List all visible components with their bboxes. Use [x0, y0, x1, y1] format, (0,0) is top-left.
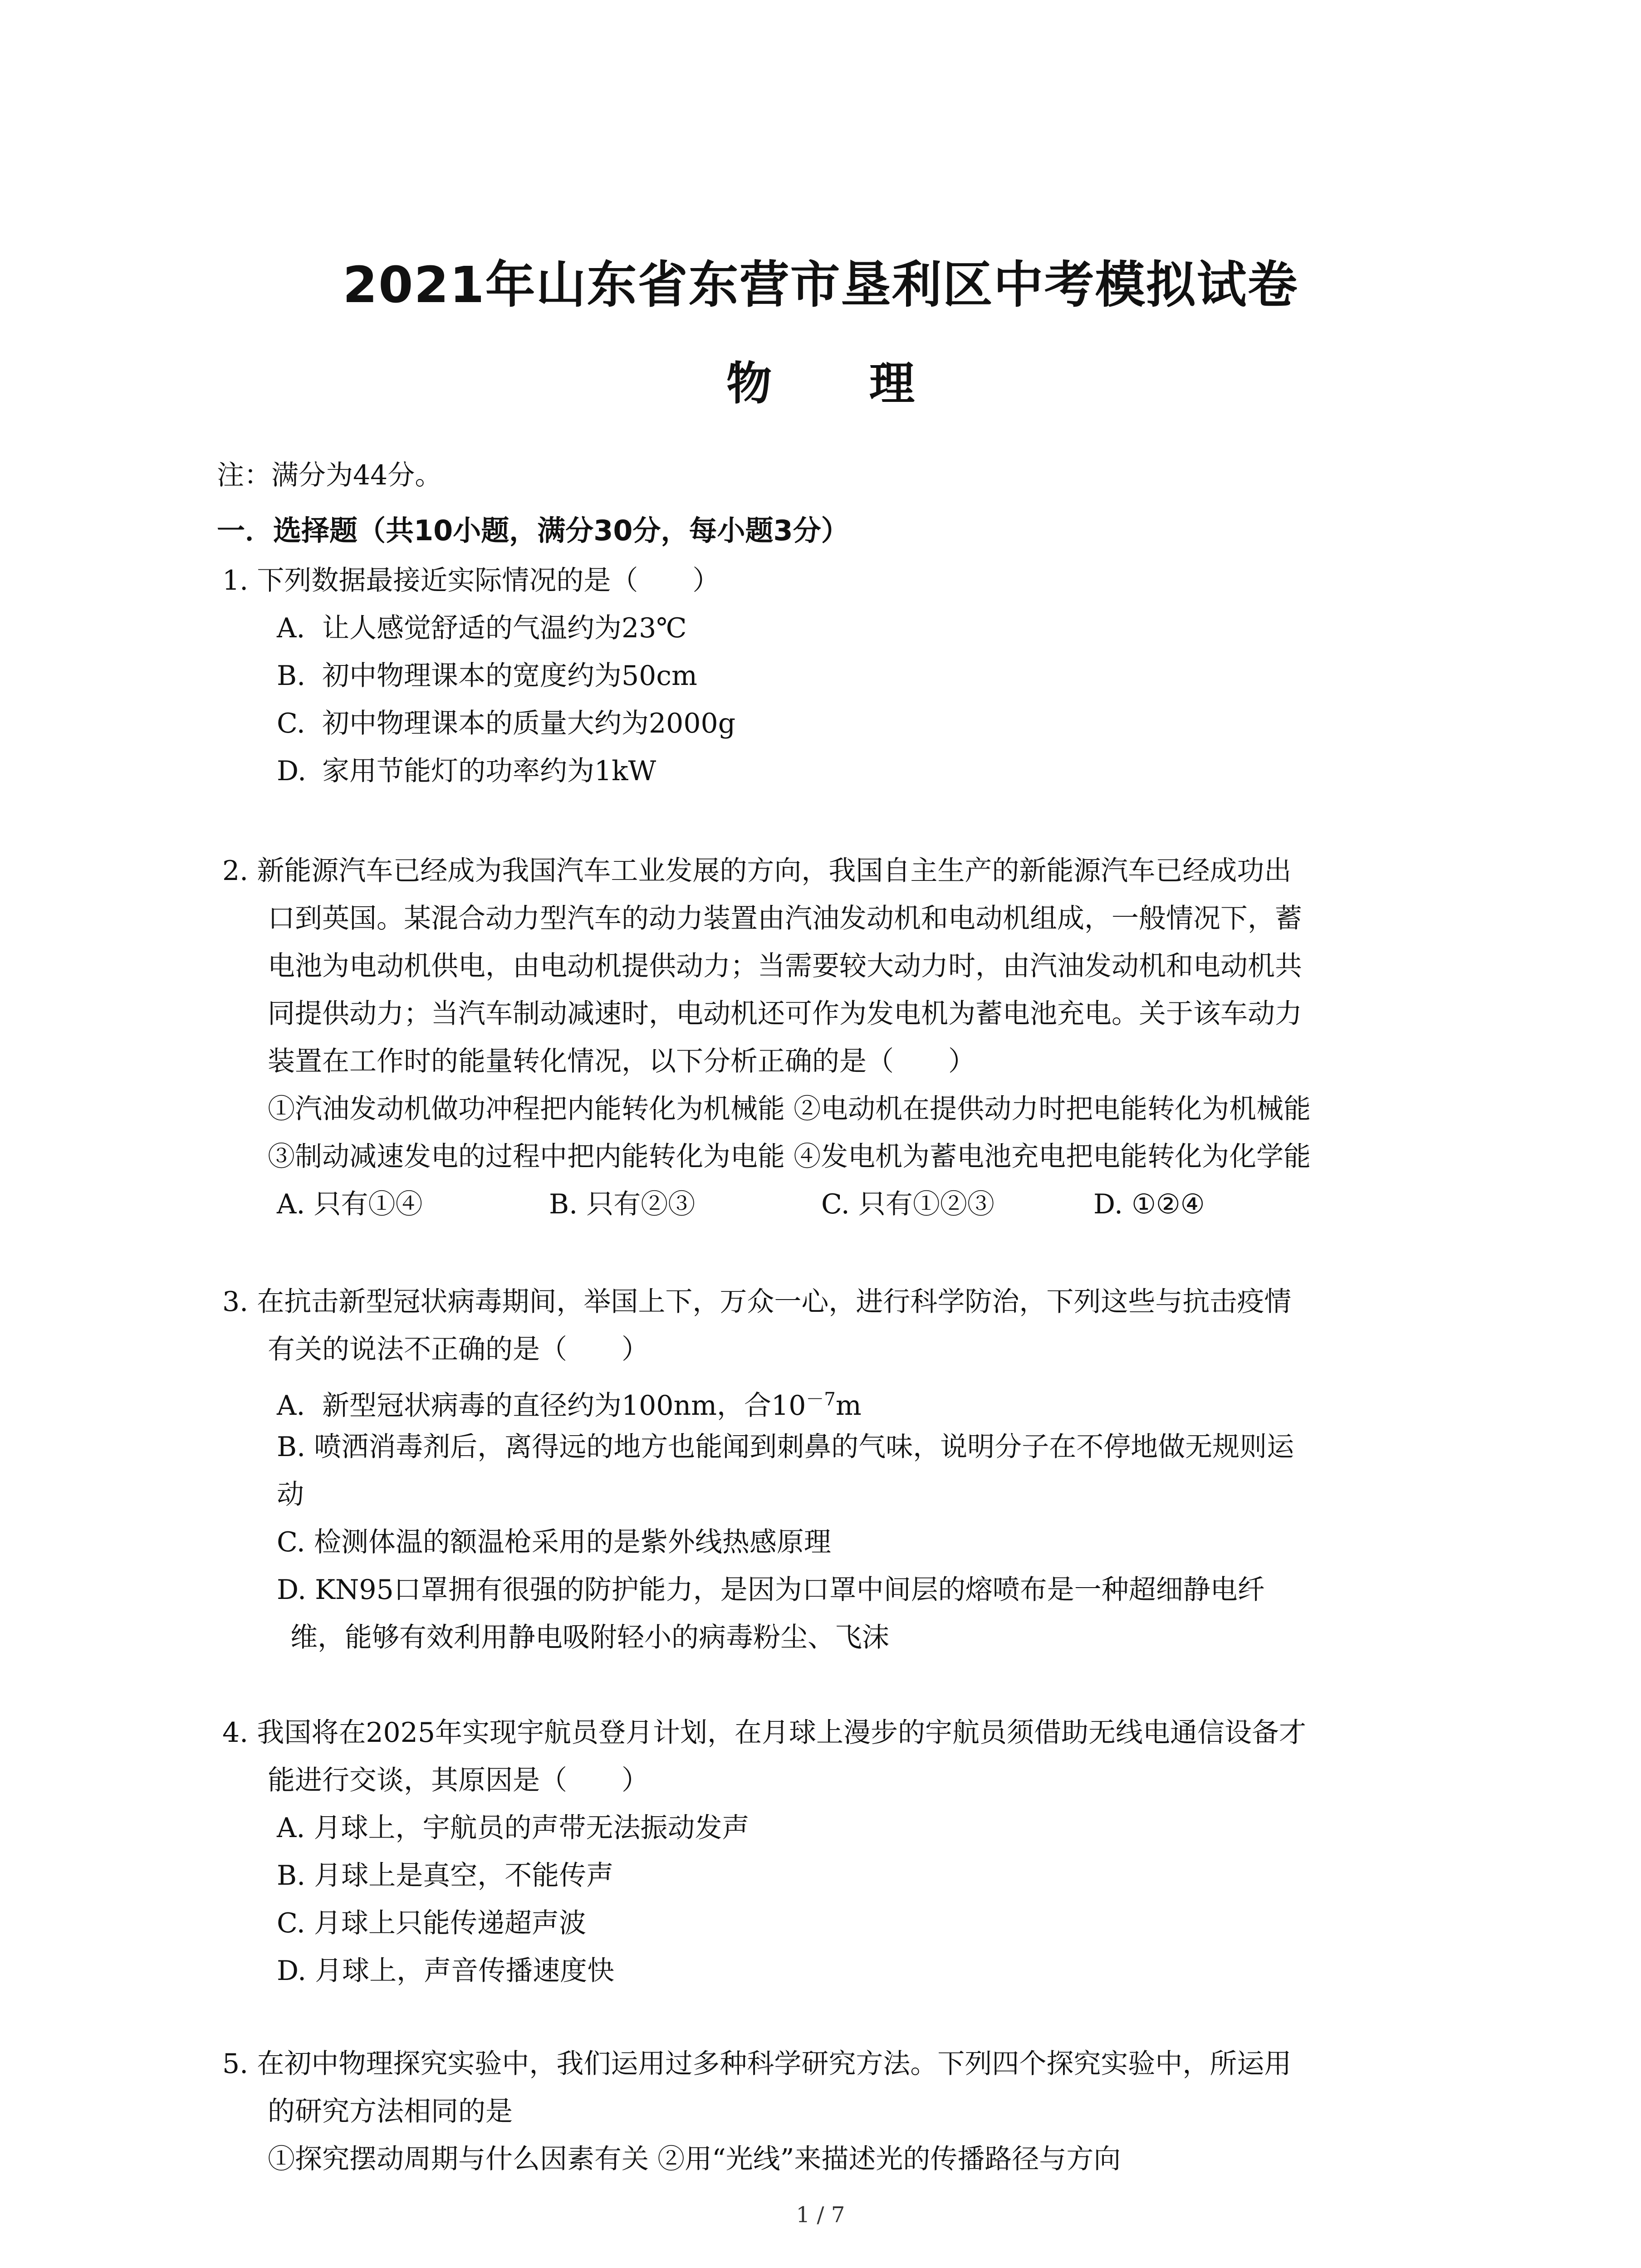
question-5-line: 的研究方法相同的是 — [268, 2096, 513, 2127]
question-1-option-d: D. 家用节能灯的功率约为1kW — [277, 755, 656, 787]
question-2-line: 电池为电动机供电，由电动机提供动力；当需要较大动力时，由汽油发动机和电动机共 — [268, 950, 1302, 982]
question-3-option-a: A. 新型冠状病毒的直径约为100nm，合$10^{-7}m$ — [277, 1389, 862, 1422]
question-1-option-a: A. 让人感觉舒适的气温约为23℃ — [277, 612, 687, 644]
question-2-line: 口到英国。某混合动力型汽车的动力装置由汽油发动机和电动机组成，一般情况下，蓄 — [268, 903, 1302, 934]
question-3-option-d-cont: 维，能够有效利用静电吸附轻小的病毒粉尘、飞沫 — [290, 1622, 889, 1653]
question-4-option-d: D. 月球上，声音传播速度快 — [277, 1955, 615, 1987]
exam-title: 2021年山东省东营市垦利区中考模拟试卷 — [343, 256, 1298, 314]
question-3-line: 有关的说法不正确的是（ ） — [268, 1334, 649, 1365]
question-2-statement: ①汽油发动机做功冲程把内能转化为机械能 ②电动机在提供动力时把电能转化为机械能 — [268, 1093, 1311, 1125]
question-4-option-a: A. 月球上，宇航员的声带无法振动发声 — [277, 1812, 749, 1844]
question-2-statement: ③制动减速发电的过程中把内能转化为电能 ④发电机为蓄电池充电把电能转化为化学能 — [268, 1141, 1311, 1173]
subject-title: 物 理 — [726, 357, 955, 410]
question-1-option-b: B. 初中物理课本的宽度约为50cm — [277, 660, 697, 692]
question-3-option-d: D. KN95口罩拥有很强的防护能力，是因为口罩中间层的熔喷布是一种超细静电纤 — [277, 1574, 1265, 1606]
question-3-option-b: B. 喷洒消毒剂后，离得远的地方也能闻到刺鼻的气味，说明分子在不停地做无规则运 — [277, 1431, 1294, 1463]
question-1-stem: 1. 下列数据最接近实际情况的是（ ） — [222, 565, 720, 596]
question-2-line: 2. 新能源汽车已经成为我国汽车工业发展的方向，我国自主生产的新能源汽车已经成功出 — [222, 855, 1292, 887]
page-number: 1 / 7 — [796, 2202, 845, 2228]
question-2-option-b: B. 只有②③ — [549, 1188, 696, 1220]
question-2-option-d: D. ①②④ — [1093, 1188, 1205, 1220]
question-2-option-c: C. 只有①②③ — [821, 1188, 994, 1220]
question-2-option-a: A. 只有①④ — [277, 1188, 423, 1220]
question-5-line: 5. 在初中物理探究实验中，我们运用过多种科学研究方法。下列四个探究实验中，所运用 — [222, 2048, 1292, 2080]
question-3-line: 3. 在抗击新型冠状病毒期间，举国上下，万众一心，进行科学防治，下列这些与抗击疫情 — [222, 1286, 1292, 1318]
question-4-option-b: B. 月球上是真空，不能传声 — [277, 1860, 614, 1892]
question-2-line: 装置在工作时的能量转化情况，以下分析正确的是（ ） — [268, 1046, 975, 1077]
question-4-line: 4. 我国将在2025年实现宇航员登月计划，在月球上漫步的宇航员须借助无线电通信设备才 — [222, 1717, 1307, 1749]
section-heading: 一．选择题（共10小题，满分30分，每小题3分） — [217, 514, 849, 547]
score-note: 注：满分为44分。 — [217, 459, 442, 491]
question-3-option-c: C. 检测体温的额温枪采用的是紫外线热感原理 — [277, 1526, 831, 1558]
question-4-line: 能进行交谈，其原因是（ ） — [268, 1765, 649, 1796]
question-3-option-b-cont: 动 — [277, 1479, 304, 1510]
question-5-statement: ①探究摆动周期与什么因素有关 ②用“光线”来描述光的传播路径与方向 — [268, 2143, 1121, 2175]
question-1-option-c: C. 初中物理课本的质量大约为2000g — [277, 708, 736, 739]
question-2-line: 同提供动力；当汽车制动减速时，电动机还可作为发电机为蓄电池充电。关于该车动力 — [268, 998, 1302, 1030]
question-2-options — [277, 1186, 1205, 1222]
question-4-option-c: C. 月球上只能传递超声波 — [277, 1907, 586, 1939]
